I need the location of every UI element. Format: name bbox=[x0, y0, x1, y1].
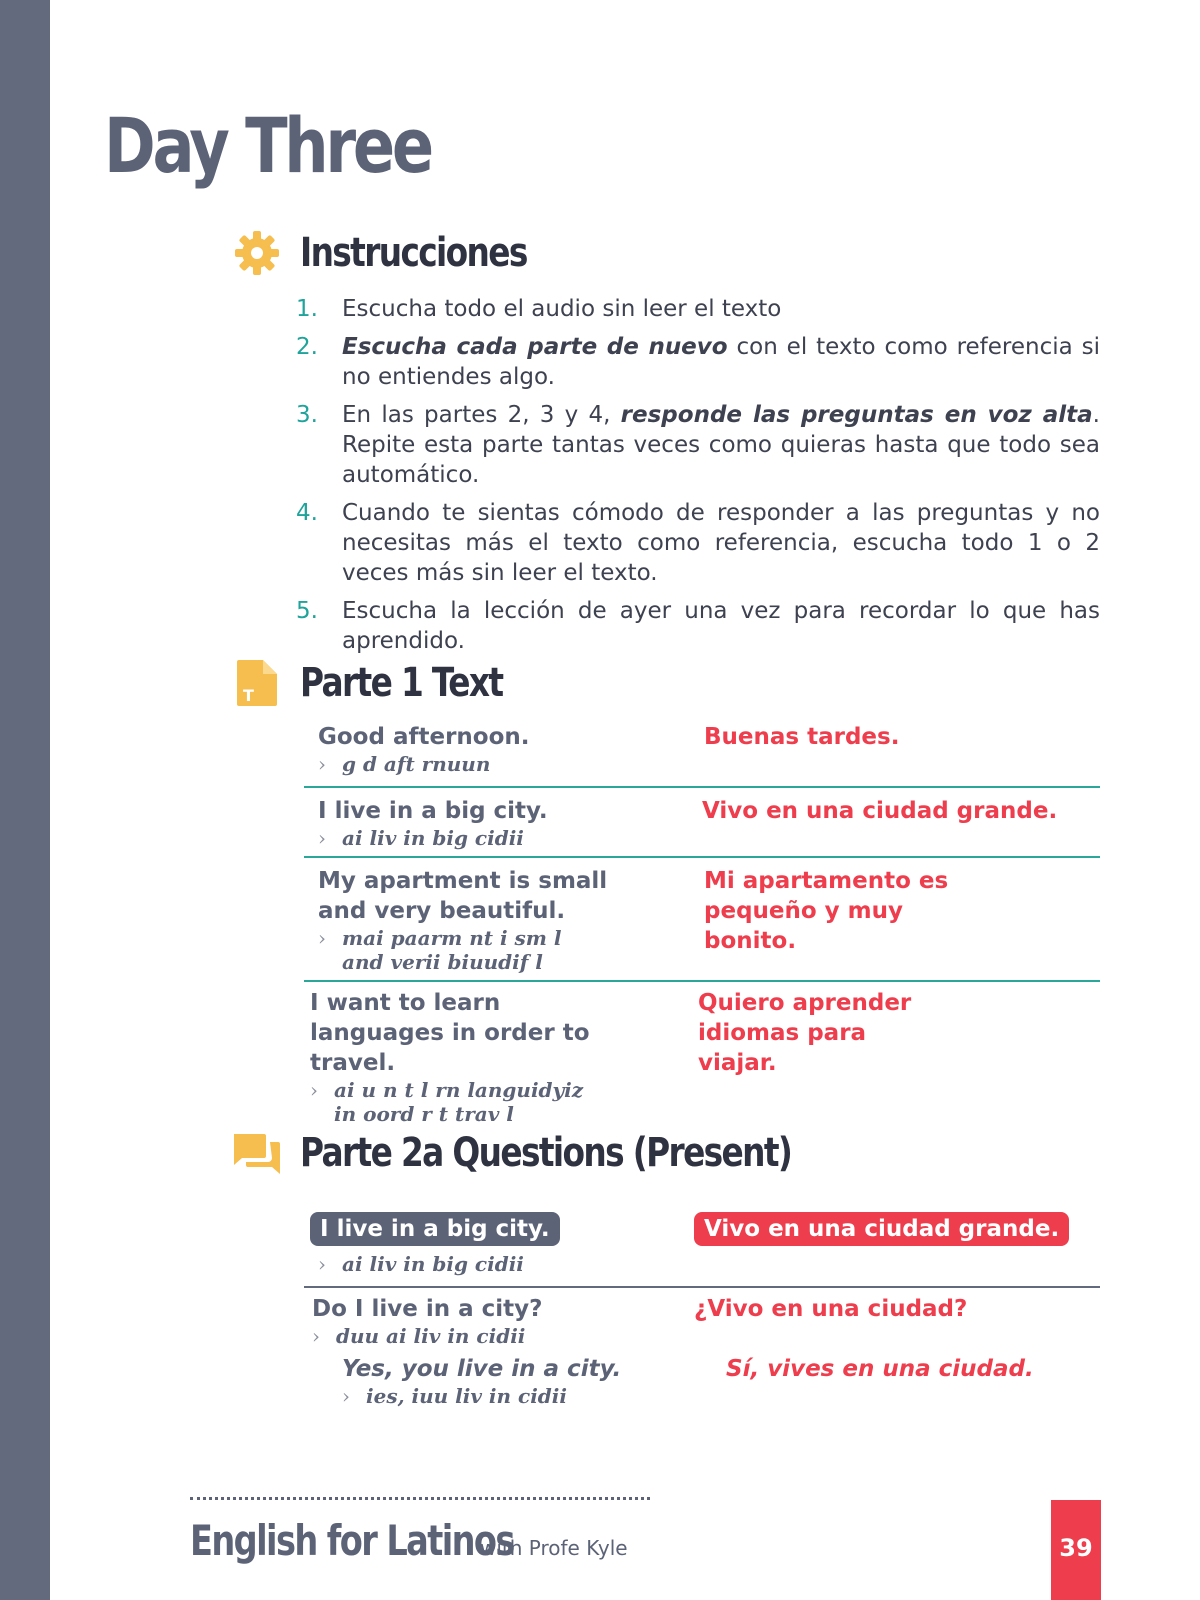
table-row bbox=[304, 788, 1100, 858]
question-text: Do I live in a city? bbox=[312, 1296, 543, 1322]
text-document-icon bbox=[232, 658, 282, 708]
spanish-translation: Quiero aprender idiomas para viajar. bbox=[698, 990, 912, 1076]
chat-bubbles-icon bbox=[232, 1128, 282, 1178]
list-item: 3. En las partes 2, 3 y 4, responde las preguntas en voz alta. Repite esta parte tantas veces como quieras hasta que todo sea automático. bbox=[296, 402, 1100, 488]
spanish-translation: Buenas tardes. bbox=[704, 724, 900, 750]
brand-subtitle: with Profe Kyle bbox=[480, 1536, 628, 1560]
parte1-table bbox=[304, 722, 1100, 1126]
pronunciation: › g d aft rnuun bbox=[318, 752, 694, 776]
gear-icon bbox=[232, 228, 282, 278]
side-bar bbox=[0, 0, 50, 1600]
list-item: 4. Cuando te sientas cómodo de responder a las preguntas y no necesitas más el texto como referencia, escucha todo 1 o 2 veces más sin leer el texto. bbox=[296, 500, 1100, 586]
page-number: 39 bbox=[1051, 1500, 1101, 1600]
parte2a-table bbox=[304, 1212, 1100, 1412]
parte2a-header bbox=[232, 1128, 899, 1178]
english-phrase: I live in a big city. bbox=[318, 798, 548, 824]
page-title: Day Three bbox=[104, 101, 431, 190]
english-phrase: I want to learn languages in order to travel. bbox=[310, 990, 590, 1076]
parte1-header bbox=[232, 658, 547, 708]
pronunciation: › ai u n t l rn languidyiz in oord r t trav l bbox=[310, 1078, 686, 1126]
instructions-heading: Instrucciones bbox=[300, 230, 527, 276]
question-translation: ¿Vivo en una ciudad? bbox=[694, 1296, 968, 1322]
list-item: 2. Escucha cada parte de nuevo con el texto como referencia si no entiendes algo. bbox=[296, 334, 1101, 390]
parte2a-heading: Parte 2a Questions (Present) bbox=[300, 1130, 792, 1176]
english-phrase: Good afternoon. bbox=[318, 724, 530, 750]
table-row bbox=[304, 858, 1100, 982]
statement-translation-pill: Vivo en una ciudad grande. bbox=[694, 1212, 1069, 1246]
parte1-heading: Parte 1 Text bbox=[300, 660, 503, 706]
table-row bbox=[296, 982, 1100, 1126]
spanish-translation: Vivo en una ciudad grande. bbox=[702, 798, 1058, 824]
statement-pill: I live in a big city. bbox=[310, 1212, 560, 1246]
instructions-list bbox=[296, 294, 1100, 664]
english-phrase: My apartment is small and very beautiful. bbox=[318, 868, 608, 924]
instructions-header bbox=[232, 228, 577, 278]
footer-brand bbox=[190, 1516, 628, 1565]
footer-divider bbox=[190, 1497, 650, 1500]
pronunciation: › ies, iuu liv in cidii bbox=[342, 1384, 694, 1408]
table-row bbox=[304, 1288, 1100, 1348]
pronunciation: › mai paarm nt i sm l and verii biuudif l bbox=[318, 926, 694, 974]
pronunciation: › ai liv in big cidii bbox=[318, 826, 694, 850]
answer-text: Yes, you live in a city. bbox=[342, 1356, 622, 1382]
list-item: 1. Escucha todo el audio sin leer el texto bbox=[296, 296, 782, 322]
pronunciation: › duu ai liv in cidii bbox=[312, 1324, 694, 1348]
table-row bbox=[304, 1212, 1100, 1288]
pronunciation: › ai liv in big cidii bbox=[318, 1252, 694, 1276]
list-item: 5. Escucha la lección de ayer una vez para recordar lo que has aprendido. bbox=[296, 598, 1100, 654]
table-row bbox=[304, 1348, 1100, 1412]
table-row bbox=[304, 722, 1100, 788]
spanish-translation: Mi apartamento es pequeño y muy bonito. bbox=[704, 868, 949, 954]
brand-name: English for Latinos bbox=[190, 1516, 514, 1565]
svg-text:T: T bbox=[243, 686, 254, 705]
answer-translation: Sí, vives en una ciudad. bbox=[726, 1356, 1034, 1382]
